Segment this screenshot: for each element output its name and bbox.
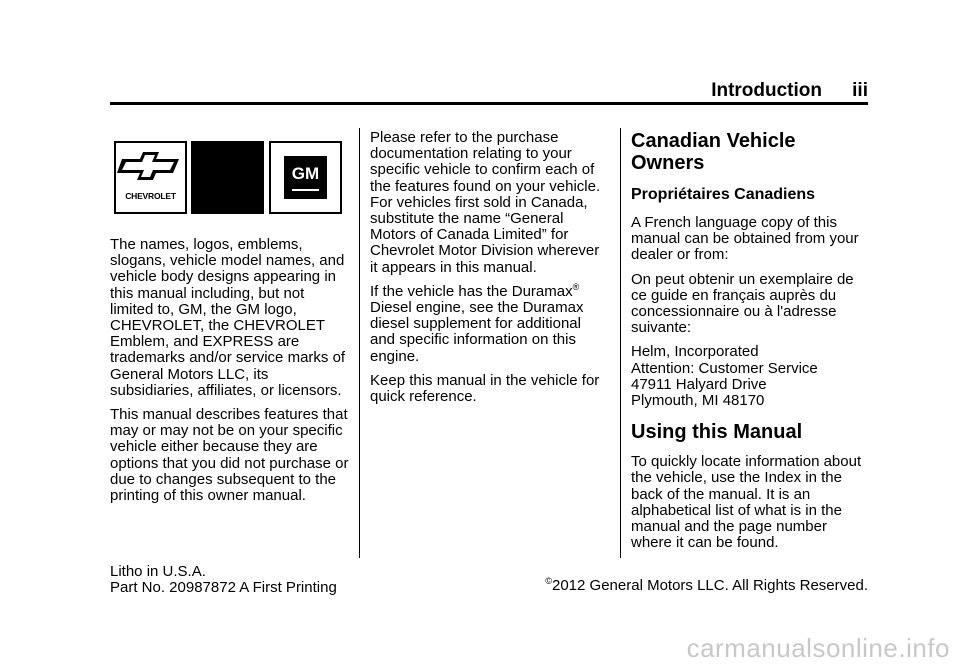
gm-logo-mark [284,156,327,199]
french-copy-paragraph: A French language copy of this manual can be obtained from your dealer or from: [631,214,859,264]
address-block [631,344,871,409]
using-manual-paragraph: To quickly locate information about the vehicle, use the Index in the back of the manual. It is an alphabetical list of what is in the manual and the page number where it can be found. [631,453,862,552]
column-divider-2 [620,128,621,558]
address-line: Helm, Incorporated [631,343,759,361]
bowtie-icon [116,145,185,187]
page-number: iii [852,80,868,101]
copyright-mark: © [545,576,552,586]
trademark-paragraph: The names, logos, emblems, slogans, vehicle model names, and vehicle body designs appearing in this manual including, but not limited to, GM, the GM logo, CHEVROLET, the CHEVROLET Emblem, and EXPRESS are trademarks and/or service marks of General Motors LLC, its subsidiaries, affiliates, or licensors. [110,236,346,399]
header-rule [110,102,868,105]
purchase-documentation-paragraph: Please refer to the purchase documentation relating to your specific vehicle to confirm each of the features found on your vehicle. For vehicles first sold in Canada, substitute the name “General Motors of Canada Limited” for Chevrolet Motor Division wherever it appears in this manual. [370,129,601,276]
canadian-owners-heading: Canadian Vehicle Owners [631,130,796,174]
black-logo-block [191,141,264,214]
keep-manual-paragraph: Keep this manual in the vehicle for quick reference. [370,371,600,406]
address-line: Plymouth, MI 48170 [631,392,765,410]
duramax-paragraph [370,281,610,365]
printing-info [110,564,337,596]
page-header [110,80,868,102]
gm-logo [269,141,342,214]
gm-letters: GM [291,164,320,183]
features-paragraph: This manual describes features that may or may not be on your specific vehicle either because they are options that you did not purchase or due to changes subsequent to the printing of this owner manual. [110,406,349,505]
brand-logos [114,141,350,217]
address-line: 47911 Halyard Drive [631,375,767,393]
watermark: carmanualsonline.info [686,633,950,663]
column-3 [631,130,871,559]
registered-mark: ® [572,281,580,292]
copyright-notice [545,578,868,594]
french-text-paragraph: On peut obtenir un exemplaire de ce guide en français auprès du concessionnaire ou à l'adresse suivante: [631,270,854,337]
using-manual-heading: Using this Manual [631,421,803,444]
column-divider-1 [359,128,360,558]
address-line: Attention: Customer Service [631,359,818,377]
column-2 [370,130,610,413]
chevrolet-logo [114,141,187,214]
proprietaires-heading: Propriétaires Canadiens [631,186,816,203]
litho-text: Litho in U.S.A. [110,563,206,580]
chevrolet-wordmark: CHEVROLET [125,190,176,201]
part-number-text: Part No. 20987872 A First Printing [110,579,337,596]
duramax-text-post: Diesel engine, see the Duramax diesel supplement for additional and specific information on this engine. [370,299,584,365]
section-title: Introduction [711,80,822,101]
column-1 [110,130,350,512]
duramax-text-pre: If the vehicle has the Duramax [370,282,573,300]
gm-underline [292,189,319,191]
copyright-text: 2012 General Motors LLC. All Rights Reserved. [552,577,868,594]
